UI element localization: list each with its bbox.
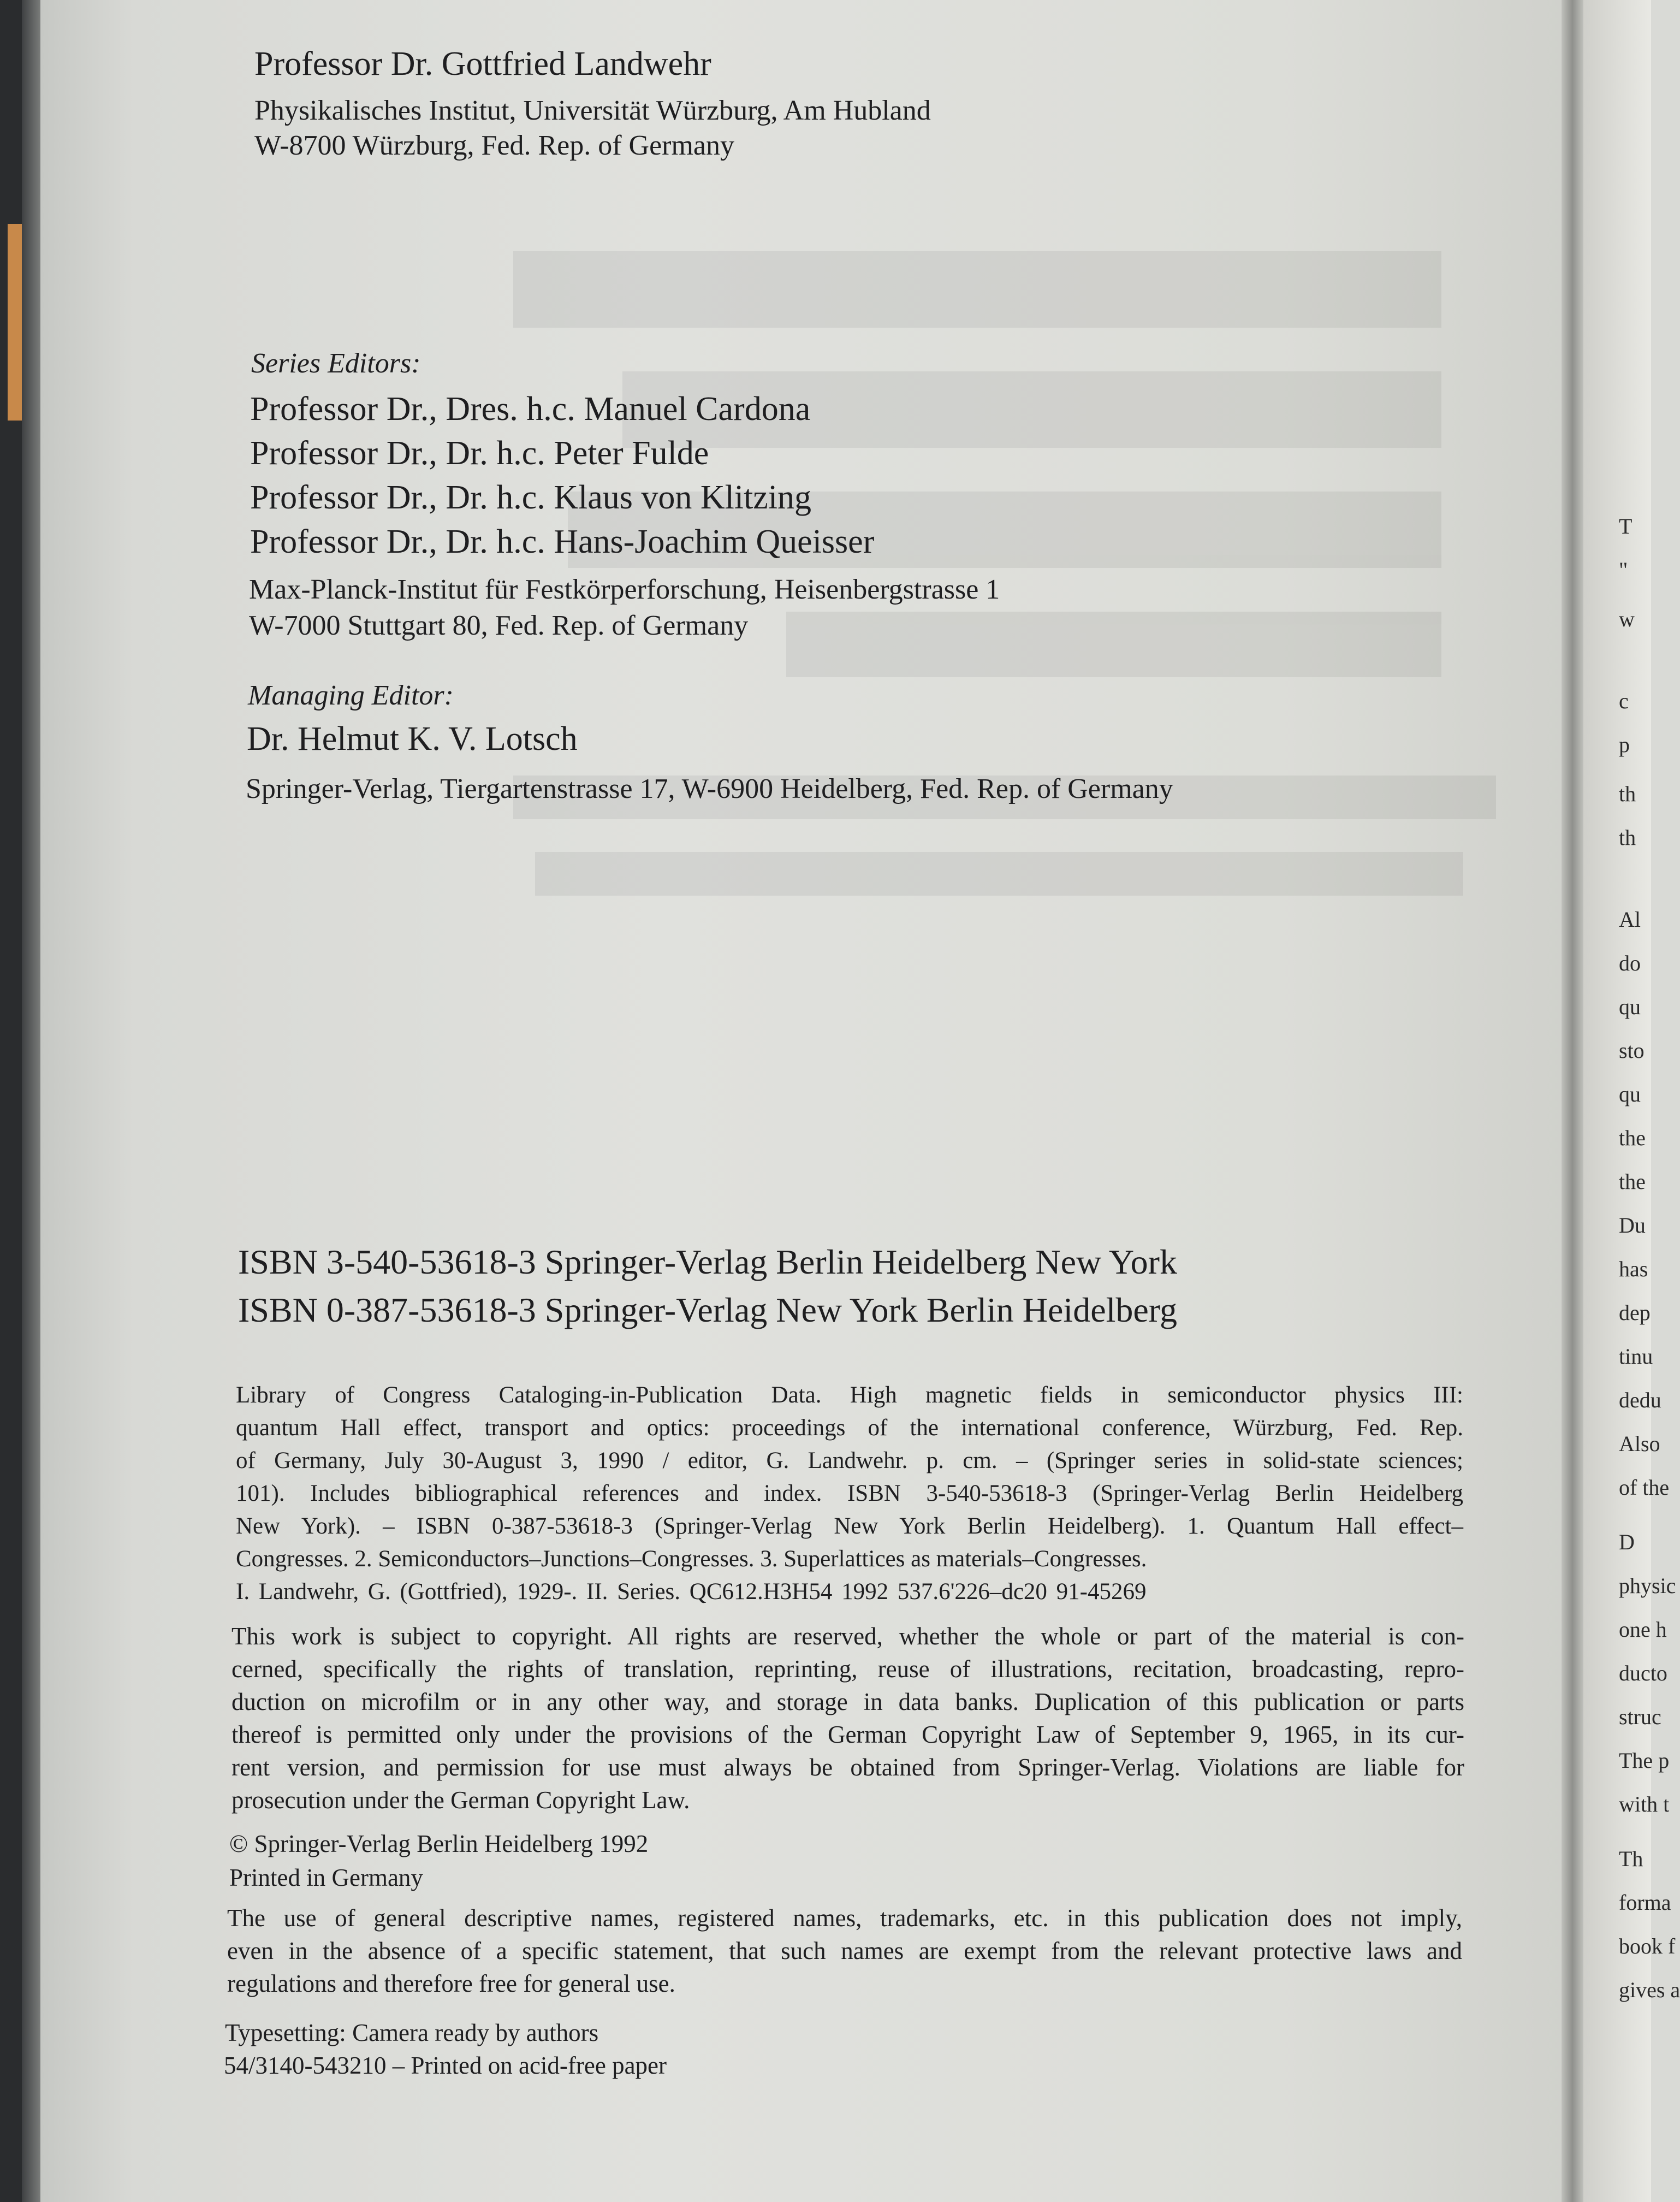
copyright-notice-line: This work is subject to copyright. All rights are reserved, whether the whole or part of the material is con- (231, 1623, 1464, 1650)
facing-page-fragment: T (1619, 514, 1632, 538)
series-editor-name: Professor Dr., Dres. h.c. Manuel Cardona (250, 390, 811, 428)
facing-page-fragment: The p (1619, 1748, 1670, 1773)
isbn-line: ISBN 0-387-53618-3 Springer-Verlag New York Berlin Heidelberg (238, 1291, 1177, 1329)
series-editors-institute: Max-Planck-Institut für Festkörperforschung, Heisenbergstrasse 1 (249, 574, 1000, 605)
facing-page-fragment: Also (1619, 1431, 1660, 1456)
facing-page-fragment: physic (1619, 1573, 1676, 1598)
cip-line: of Germany, July 30-August 3, 1990 / editor, G. Landwehr. p. cm. – (Springer series in solid-state sciences; (236, 1448, 1463, 1473)
facing-page-fragment: the (1619, 1169, 1646, 1194)
facing-page-fragment: dep (1619, 1300, 1651, 1325)
isbn-line: ISBN 3-540-53618-3 Springer-Verlag Berlin Heidelberg New York (238, 1242, 1177, 1281)
facing-page-fragment: book f (1619, 1934, 1676, 1958)
cip-line: quantum Hall effect, transport and optics: proceedings of the international conference, Würzburg, Fed. Rep. (236, 1415, 1463, 1441)
facing-page-fragment: p (1619, 732, 1630, 757)
facing-page-fragment: " (1619, 558, 1628, 582)
series-editors-city: W-7000 Stuttgart 80, Fed. Rep. of Germany (249, 610, 749, 641)
series-editor-name: Professor Dr., Dr. h.c. Peter Fulde (250, 435, 709, 472)
managing-editor-heading: Managing Editor: (248, 680, 454, 711)
facing-page-fragment: with t (1619, 1792, 1670, 1816)
facing-page-fragment: dedu (1619, 1388, 1661, 1412)
facing-page-fragment: struc (1619, 1704, 1661, 1729)
print-code: 54/3140-543210 – Printed on acid-free paper (224, 2052, 667, 2079)
cip-line: Library of Congress Cataloging-in-Publication Data. High magnetic fields in semiconductor physics III: (236, 1382, 1463, 1408)
facing-page-fragment: qu (1619, 1082, 1641, 1106)
trademark-notice-line: The use of general descriptive names, registered names, trademarks, etc. in this publication does not imply, (227, 1904, 1462, 1932)
facing-page-fragment: do (1619, 951, 1641, 975)
facing-page-fragment: th (1619, 782, 1636, 806)
trademark-notice-line: even in the absence of a specific statement, that such names are exempt from the relevant protective laws and (227, 1937, 1462, 1964)
facing-page-fragment: sto (1619, 1038, 1645, 1063)
trademark-notice-line: regulations and therefore free for general use. (227, 1970, 675, 1997)
author-institute: Physikalisches Institut, Universität Würzburg, Am Hubland (254, 95, 931, 126)
series-editors-heading: Series Editors: (251, 348, 421, 379)
facing-page-fragment: of the (1619, 1475, 1670, 1500)
cip-line: I. Landwehr, G. (Gottfried), 1929-. II. Series. QC612.H3H54 1992 537.6'226–dc20 91-45269 (236, 1579, 1147, 1605)
copyright-notice-line: rent version, and permission for use must always be obtained from Springer-Verlag. Violations are liable for (231, 1754, 1464, 1781)
facing-page-fragment: one h (1619, 1617, 1667, 1642)
cip-line: 101). Includes bibliographical references and index. ISBN 3-540-53618-3 (Springer-Verlag Berlin Heidelberg (236, 1481, 1463, 1506)
facing-page-fragment: the (1619, 1126, 1646, 1150)
facing-page-fragment: Al (1619, 907, 1641, 932)
facing-page-fragment: D (1619, 1530, 1635, 1554)
facing-page-fragment: tinu (1619, 1344, 1653, 1369)
copyright-notice-line: duction on microfilm or in any other way, and storage in data banks. Duplication of this publication or parts (231, 1688, 1464, 1715)
managing-editor-name: Dr. Helmut K. V. Lotsch (247, 720, 578, 757)
facing-page-fragment: forma (1619, 1890, 1671, 1915)
facing-page-fragment: ducto (1619, 1661, 1667, 1685)
copyright-notice-line: thereof is permitted only under the provisions of the German Copyright Law of September 9, 1965, in its cur- (231, 1721, 1464, 1748)
facing-page-fragment: th (1619, 825, 1636, 850)
copyright-notice-line: prosecution under the German Copyright Law. (231, 1786, 690, 1814)
copyright-line: © Springer-Verlag Berlin Heidelberg 1992 (229, 1830, 649, 1857)
cip-line: Congresses. 2. Semiconductors–Junctions–Congresses. 3. Superlattices as materials–Congresses. (236, 1546, 1147, 1572)
typesetting-note: Typesetting: Camera ready by authors (225, 2019, 599, 2046)
facing-page-fragment: Th (1619, 1846, 1643, 1871)
facing-page-fragment: w (1619, 607, 1635, 631)
printed-in: Printed in Germany (229, 1864, 423, 1891)
series-editor-name: Professor Dr., Dr. h.c. Hans-Joachim Queisser (250, 523, 875, 560)
managing-editor-address: Springer-Verlag, Tiergartenstrasse 17, W-6900 Heidelberg, Fed. Rep. of Germany (246, 773, 1173, 804)
facing-page-fragment: c (1619, 689, 1629, 713)
copyright-notice-line: cerned, specifically the rights of translation, reprinting, reuse of illustrations, recitation, broadcasting, repro- (231, 1655, 1464, 1683)
series-editor-name: Professor Dr., Dr. h.c. Klaus von Klitzing (250, 479, 812, 516)
cip-line: New York). – ISBN 0-387-53618-3 (Springer-Verlag New York Berlin Heidelberg). 1. Quantum Hall effect– (236, 1513, 1463, 1539)
author-name: Professor Dr. Gottfried Landwehr (254, 45, 711, 82)
facing-page-fragment: has (1619, 1257, 1648, 1281)
facing-page-fragment: qu (1619, 995, 1641, 1019)
author-city: W-8700 Würzburg, Fed. Rep. of Germany (254, 130, 734, 161)
facing-page-fragment: Du (1619, 1213, 1646, 1238)
facing-page-fragment: gives a (1619, 1978, 1680, 2002)
